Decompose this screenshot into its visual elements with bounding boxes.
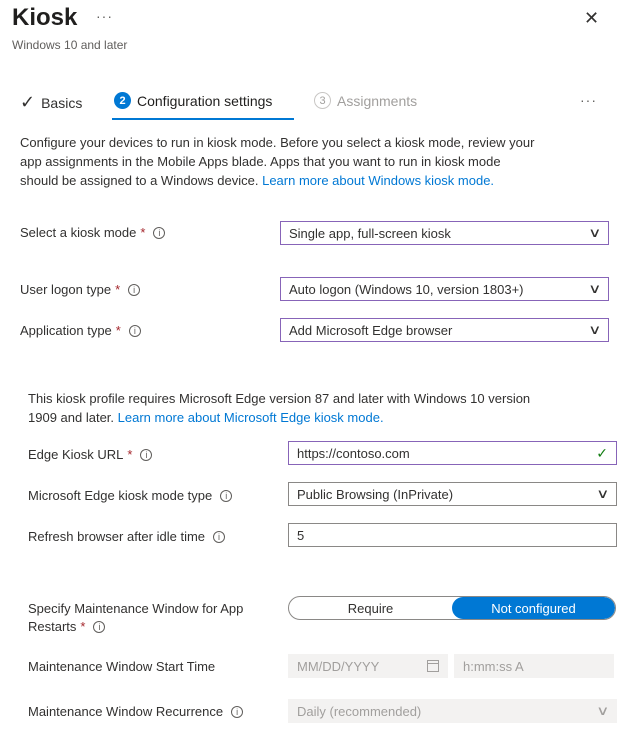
maintenance-window-toggle[interactable] <box>288 596 616 620</box>
maintenance-start-date-input[interactable] <box>288 654 448 678</box>
info-icon[interactable]: i <box>129 325 141 337</box>
edge-kiosk-url-label-text: Edge Kiosk URL <box>28 447 124 462</box>
edge-mode-type-label <box>28 488 232 503</box>
required-marker: * <box>80 619 86 634</box>
maintenance-recurrence-value: Daily (recommended) <box>297 703 422 719</box>
kiosk-mode-label <box>20 225 165 240</box>
maintenance-start-time-input[interactable] <box>454 654 614 678</box>
chevron-down-icon: ∨ <box>588 322 602 337</box>
windows-kiosk-learn-more-link[interactable]: Learn more about Windows kiosk mode. <box>262 173 495 188</box>
refresh-idle-time-value: 5 <box>297 527 305 543</box>
tab-assignments[interactable] <box>314 92 417 109</box>
edge-requirement-note <box>28 389 628 427</box>
info-icon[interactable]: i <box>213 531 225 543</box>
edge-note-text: 1909 and later. <box>28 410 118 425</box>
edge-kiosk-url-label <box>28 447 152 462</box>
refresh-browser-label-text: Refresh browser after idle time <box>28 529 206 544</box>
edge-mode-type-dropdown[interactable] <box>288 482 617 506</box>
required-marker: * <box>127 447 133 462</box>
intro-line: app assignments in the Mobile Apps blade. Apps that you want to run in kiosk mode <box>20 154 501 169</box>
date-placeholder: MM/DD/YYYY <box>297 658 380 674</box>
intro-line <box>20 171 620 190</box>
maintenance-window-label-line <box>28 618 278 636</box>
maintenance-window-label <box>28 600 278 636</box>
edge-note-line <box>28 408 628 427</box>
info-icon[interactable]: i <box>231 706 243 718</box>
chevron-down-icon: ∨ <box>588 225 602 240</box>
intro-line-text: should be assigned to a Windows device. <box>20 173 263 188</box>
refresh-idle-time-input[interactable] <box>288 523 617 547</box>
edge-mode-type-value: Public Browsing (InPrivate) <box>297 486 454 502</box>
refresh-browser-label <box>28 529 225 544</box>
chevron-down-icon: ∨ <box>596 703 610 718</box>
maintenance-start-time-label <box>28 659 215 674</box>
toggle-option-not-configured[interactable]: Not configured <box>452 597 615 619</box>
info-icon[interactable]: i <box>93 621 105 633</box>
info-icon[interactable]: i <box>140 449 152 461</box>
info-icon[interactable]: i <box>128 284 140 296</box>
info-icon[interactable]: i <box>153 227 165 239</box>
maintenance-recurrence-dropdown[interactable] <box>288 699 617 723</box>
maintenance-start-time-label-text: Maintenance Window Start Time <box>28 659 216 674</box>
tab-basics-label: Basics <box>41 94 83 111</box>
page-subtitle: Windows 10 and later <box>12 38 128 52</box>
user-logon-dropdown[interactable] <box>280 277 609 301</box>
page-title: Kiosk <box>12 4 78 31</box>
chevron-down-icon: ∨ <box>588 281 602 296</box>
tab-assignments-label: Assignments <box>337 92 418 109</box>
toggle-option-require[interactable]: Require <box>347 600 394 616</box>
time-placeholder: h:mm:ss A <box>463 658 524 674</box>
edge-kiosk-url-input[interactable] <box>288 441 617 465</box>
step-number-badge: 2 <box>114 92 131 109</box>
chevron-down-icon: ∨ <box>596 486 610 501</box>
tab-configuration-label: Configuration settings <box>137 92 273 109</box>
tab-basics[interactable] <box>20 92 82 113</box>
edge-mode-type-label-text: Microsoft Edge kiosk mode type <box>28 488 213 503</box>
close-icon[interactable]: ✕ <box>584 8 600 28</box>
edge-note-line: This kiosk profile requires Microsoft Edge version 87 and later with Windows 10 version <box>28 391 531 406</box>
user-logon-value: Auto logon (Windows 10, version 1803+) <box>289 281 524 297</box>
maintenance-recurrence-label-text: Maintenance Window Recurrence <box>28 704 224 719</box>
kiosk-mode-label-text: Select a kiosk mode <box>20 225 137 240</box>
tab-configuration-settings[interactable] <box>114 92 272 109</box>
edge-kiosk-url-value: https://contoso.com <box>297 445 410 461</box>
application-type-label-text: Application type <box>20 323 112 338</box>
maintenance-window-label-text: Restarts <box>28 619 77 634</box>
required-marker: * <box>140 225 146 240</box>
valid-check-icon: ✓ <box>596 444 608 461</box>
application-type-label <box>20 323 141 338</box>
kiosk-mode-dropdown[interactable] <box>280 221 609 245</box>
required-marker: * <box>115 282 121 297</box>
info-icon[interactable]: i <box>220 490 232 502</box>
maintenance-recurrence-label <box>28 704 243 719</box>
edge-kiosk-learn-more-link[interactable]: Learn more about Microsoft Edge kiosk mode. <box>117 410 384 425</box>
kiosk-mode-value: Single app, full-screen kiosk <box>289 225 451 241</box>
required-marker: * <box>115 323 121 338</box>
active-tab-indicator <box>112 118 294 120</box>
intro-text <box>20 133 620 190</box>
more-options-icon[interactable]: ··· <box>96 8 113 24</box>
calendar-icon[interactable] <box>427 660 439 672</box>
wizard-overflow-icon[interactable]: ··· <box>580 92 597 108</box>
user-logon-label <box>20 282 140 297</box>
intro-line: Configure your devices to run in kiosk mode. Before you select a kiosk mode, review your <box>20 135 535 150</box>
checkmark-icon: ✓ <box>20 92 36 112</box>
application-type-value: Add Microsoft Edge browser <box>289 322 453 338</box>
maintenance-window-label-line: Specify Maintenance Window for App <box>28 601 244 616</box>
step-number-badge: 3 <box>314 92 331 109</box>
application-type-dropdown[interactable] <box>280 318 609 342</box>
user-logon-label-text: User logon type <box>20 282 112 297</box>
